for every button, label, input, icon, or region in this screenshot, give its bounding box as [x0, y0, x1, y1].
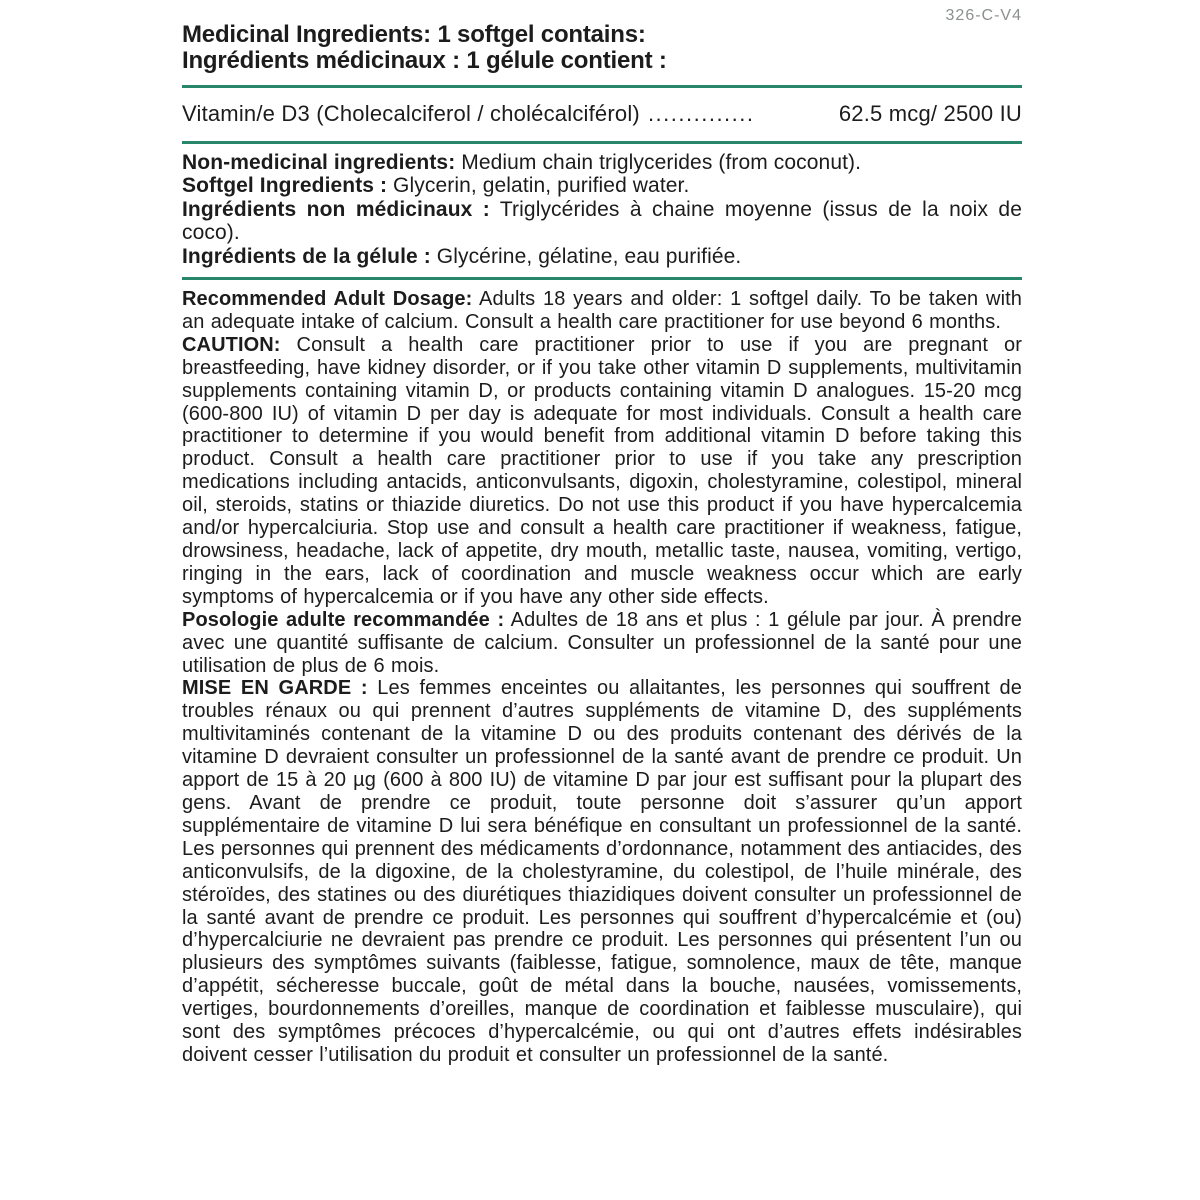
- medicinal-ingredients-heading: [182, 22, 1022, 74]
- label-content: [182, 22, 1022, 1067]
- non-medicinal-ingredients-en-text: Medium chain triglycerides (from coconut).: [455, 151, 862, 174]
- vitamin-d3-row: [182, 88, 1022, 141]
- non-medicinal-ingredients-fr-label: Ingrédients non médicinaux :: [182, 197, 490, 221]
- non-medicinal-ingredients-fr-text: Triglycérides à chaine moyenne (issus de la noix de coco).: [182, 197, 1022, 245]
- caution-paragraph-en: [182, 334, 1022, 609]
- caution-text-fr: Les femmes enceintes ou allaitantes, les personnes qui souffrent de troubles rénaux ou qui prennent d’autres suppléments de vitamine D, des suppléments multivitaminés contenant de la vitamine D ou des produits contenant des dérivés de la vitamine D devraient consulter un professionnel de la santé avant de prendre ce produit. Un apport de 15 à 20 µg (600 à 800 IU) de vitamine D par jour est suffisant pour la plupart des gens. Avant de prendre ce produit, toute personne doit s’assurer qu’un apport supplémentaire de vitamine D lui sera bénéfique en consultant un professionnel de la santé. Les personnes qui prennent des médicaments d’ordonnance, notamment des antiacides, des anticonvulsifs, de la digoxine, de la cholestyramine, du colestipol, de l’huile minérale, des stéroïdes, des statines ou des diurétiques thiazidiques doivent consulter un professionnel de la santé avant de prendre ce produit. Les personnes qui souffrent d’hypercalcémie et (ou) d’hypercalciurie ne devraient pas prendre ce produit. Les personnes qui présentent l’un ou plusieurs des symptômes suivants (faiblesse, fatigue, somnolence, maux de tête, manque d’appétit, sécheresse buccale, goût de métal dans la bouche, nausées, vomissements, vertiges, bourdonnements d’oreilles, manque de coordination et faiblesse musculaire), qui sont des symptômes précoces d’hypercalcémie, ou qui ont d’autres effets indésirables doivent cesser l’utilisation du produit et consulter un professionnel de la santé.: [182, 677, 1022, 1066]
- softgel-ingredients-fr: [182, 245, 1022, 268]
- medicinal-ingredients-heading-en: Medicinal Ingredients: 1 softgel contains:: [182, 21, 646, 48]
- non-medicinal-ingredients-fr: [182, 198, 1022, 245]
- softgel-ingredients-fr-label: Ingrédients de la gélule :: [182, 244, 431, 268]
- vitamin-d3-amount: 62.5 mcg/ 2500 IU: [838, 101, 1022, 126]
- softgel-ingredients-en-label: Softgel Ingredients :: [182, 174, 388, 198]
- caution-text-en: Consult a health care practitioner prior to use if you are pregnant or breastfeeding, have kidney disorder, or if you take other vitamin D supplements, multivitamin supplements containing vitamin D, or products containing vitamin D analogues. 15-20 mcg (600-800 IU) of vitamin D per day is adequate for most individuals. Consult a health care practitioner to determine if you would benefit from additional vitamin D before taking this product. Consult a health care practitioner prior to use if you take any prescription medications including antacids, anticonvulsants, digoxin, cholestyramine, colestipol, mineral oil, steroids, statins or thiazide diuretics. Do not use this product if you have hypercalcemia and/or hypercalciuria. Stop use and consult a health care practitioner if weakness, fatigue, drowsiness, headache, lack of appetite, dry mouth, metallic taste, nausea, vomiting, vertigo, ringing in the ears, lack of coordination and muscle weakness occur which are early symptoms of hypercalcemia or if you have any other side effects.: [182, 333, 1022, 608]
- vitamin-d3-name: Vitamin/e D3 (Cholecalciferol / cholécalciférol): [182, 101, 640, 126]
- recommended-dosage-text-fr: Adultes de 18 ans et plus : 1 gélule par jour. À prendre avec une quantité suffisante de calcium. Consulter un professionnel de la santé pour une utilisation de plus de 6 mois.: [182, 608, 1022, 677]
- dosage-and-cautions-section: [182, 280, 1022, 1067]
- non-medicinal-ingredients-en-label: Non-medicinal ingredients:: [182, 151, 456, 174]
- recommended-dosage-text-en: Adults 18 years and older: 1 softgel daily. To be taken with an adequate intake of calcium. Consult a health care practitioner for use beyond 6 months.: [182, 288, 1022, 333]
- softgel-ingredients-fr-text: Glycérine, gélatine, eau purifiée.: [430, 244, 742, 268]
- caution-label-en: CAUTION:: [182, 333, 281, 356]
- recommended-dosage-label-fr: Posologie adulte recommandée :: [182, 608, 505, 631]
- softgel-ingredients-en: [182, 174, 1022, 197]
- recommended-dosage-paragraph-fr: [182, 609, 1022, 678]
- non-medicinal-ingredients-en: [182, 151, 1022, 174]
- recommended-dosage-paragraph-en: [182, 288, 1022, 334]
- caution-label-fr: MISE EN GARDE :: [182, 677, 368, 700]
- dot-leader: ..............: [647, 101, 755, 126]
- non-medicinal-section: [182, 144, 1022, 277]
- recommended-dosage-label-en: Recommended Adult Dosage:: [182, 288, 473, 311]
- version-code: 326-C-V4: [945, 7, 1022, 24]
- softgel-ingredients-en-text: Glycerin, gelatin, purified water.: [387, 174, 690, 198]
- caution-paragraph-fr: [182, 677, 1022, 1066]
- medicinal-ingredients-heading-fr: Ingrédients médicinaux : 1 gélule contient :: [182, 47, 667, 74]
